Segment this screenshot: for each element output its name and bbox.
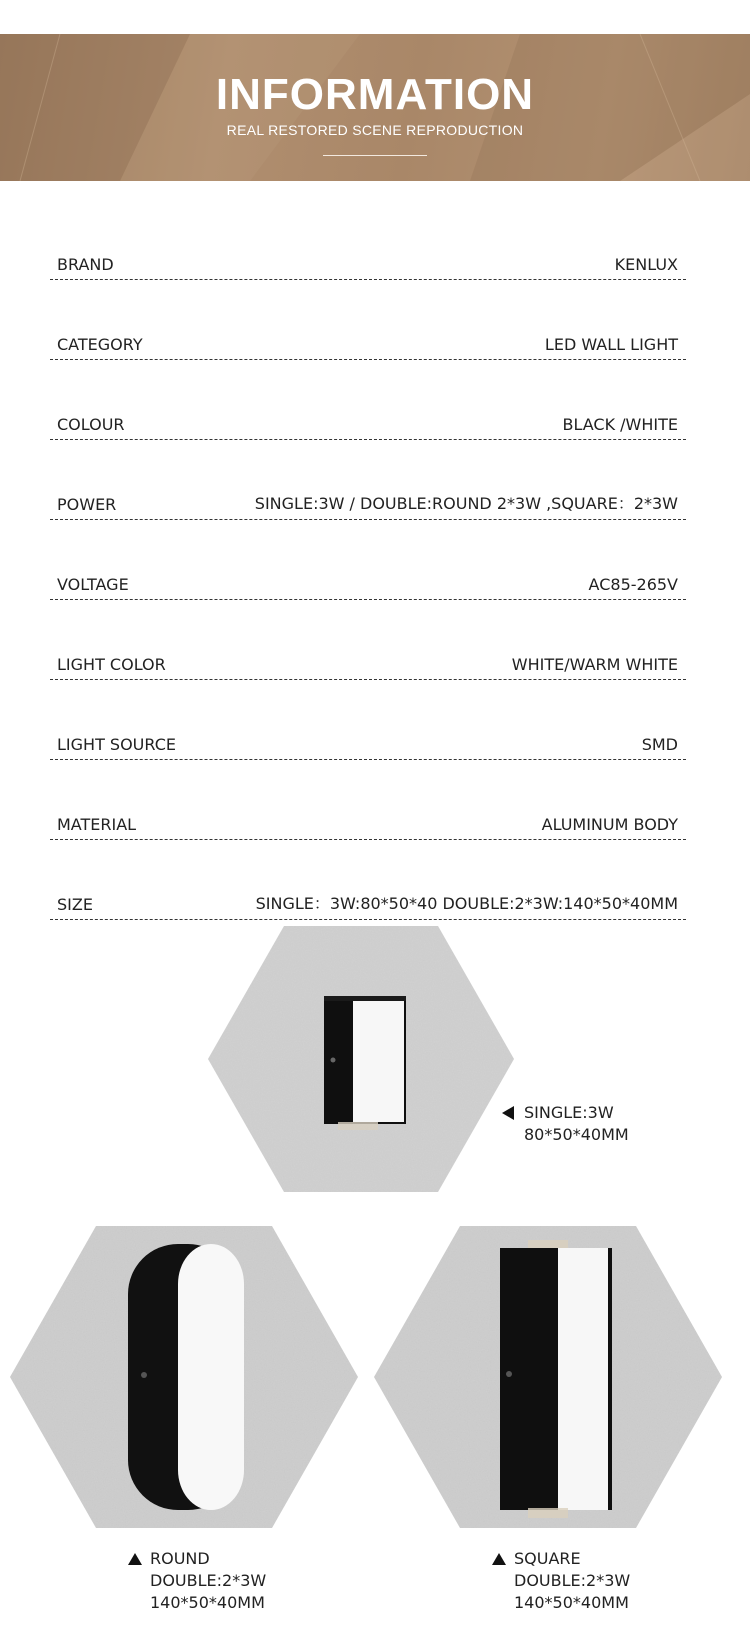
spec-value: LED WALL LIGHT [544,335,678,354]
spec-table [50,200,686,920]
caption-round-line1: ROUND [150,1549,210,1568]
spec-row-light-source [50,680,686,760]
caption-square [492,1548,630,1614]
spec-row-light-color [50,600,686,680]
information-banner [0,34,750,181]
spec-value: KENLUX [614,255,678,274]
spec-label: VOLTAGE [57,575,129,594]
page-title: INFORMATION [215,70,535,119]
spec-row-brand [50,200,686,280]
spec-value: AC85-265V [588,575,678,594]
spec-label: LIGHT COLOR [57,655,166,674]
spec-label: CATEGORY [57,335,143,354]
caption-square-line3: 140*50*40MM [514,1593,629,1612]
title-underline [323,155,427,156]
spec-label: SIZE [57,895,93,914]
caption-single-line2: 80*50*40MM [524,1125,629,1144]
spec-label: BRAND [57,255,114,274]
pointer-up-icon [128,1553,142,1565]
product-image-single [208,926,514,1192]
spec-value: ALUMINUM BODY [541,815,678,834]
lamp-round-icon [128,1244,244,1510]
caption-square-line1: SQUARE [514,1549,581,1568]
caption-single [502,1102,629,1146]
caption-round-line2: DOUBLE:2*3W [150,1571,267,1590]
spec-label: MATERIAL [57,815,137,834]
spec-row-colour [50,360,686,440]
product-image-round [10,1226,358,1528]
caption-round [128,1548,266,1614]
lamp-single-icon [324,996,406,1130]
spec-label: POWER [57,495,117,514]
lamp-square-icon [500,1240,612,1518]
spec-row-voltage [50,520,686,600]
spec-value: WHITE/WARM WHITE [511,655,678,674]
product-image-square [374,1226,722,1528]
spec-value: BLACK /WHITE [562,415,678,434]
spec-value: SMD [641,735,678,754]
spec-value: SINGLE:3W / DOUBLE:ROUND 2*3W ,SQUARE：2*3W [254,494,678,513]
caption-square-line2: DOUBLE:2*3W [514,1571,631,1590]
spec-row-material [50,760,686,840]
spec-row-size [50,840,686,920]
spec-row-category [50,280,686,360]
pointer-left-icon [502,1106,514,1120]
pointer-up-icon [492,1553,506,1565]
caption-round-line3: 140*50*40MM [150,1593,265,1612]
page-subtitle: REAL RESTORED SCENE REPRODUCTION [226,122,524,138]
spec-label: LIGHT SOURCE [57,735,176,754]
spec-row-power [50,440,686,520]
spec-label: COLOUR [57,415,125,434]
caption-single-line1: SINGLE:3W [524,1103,614,1122]
spec-value: SINGLE：3W:80*50*40 DOUBLE:2*3W:140*50*40MM [255,894,678,913]
